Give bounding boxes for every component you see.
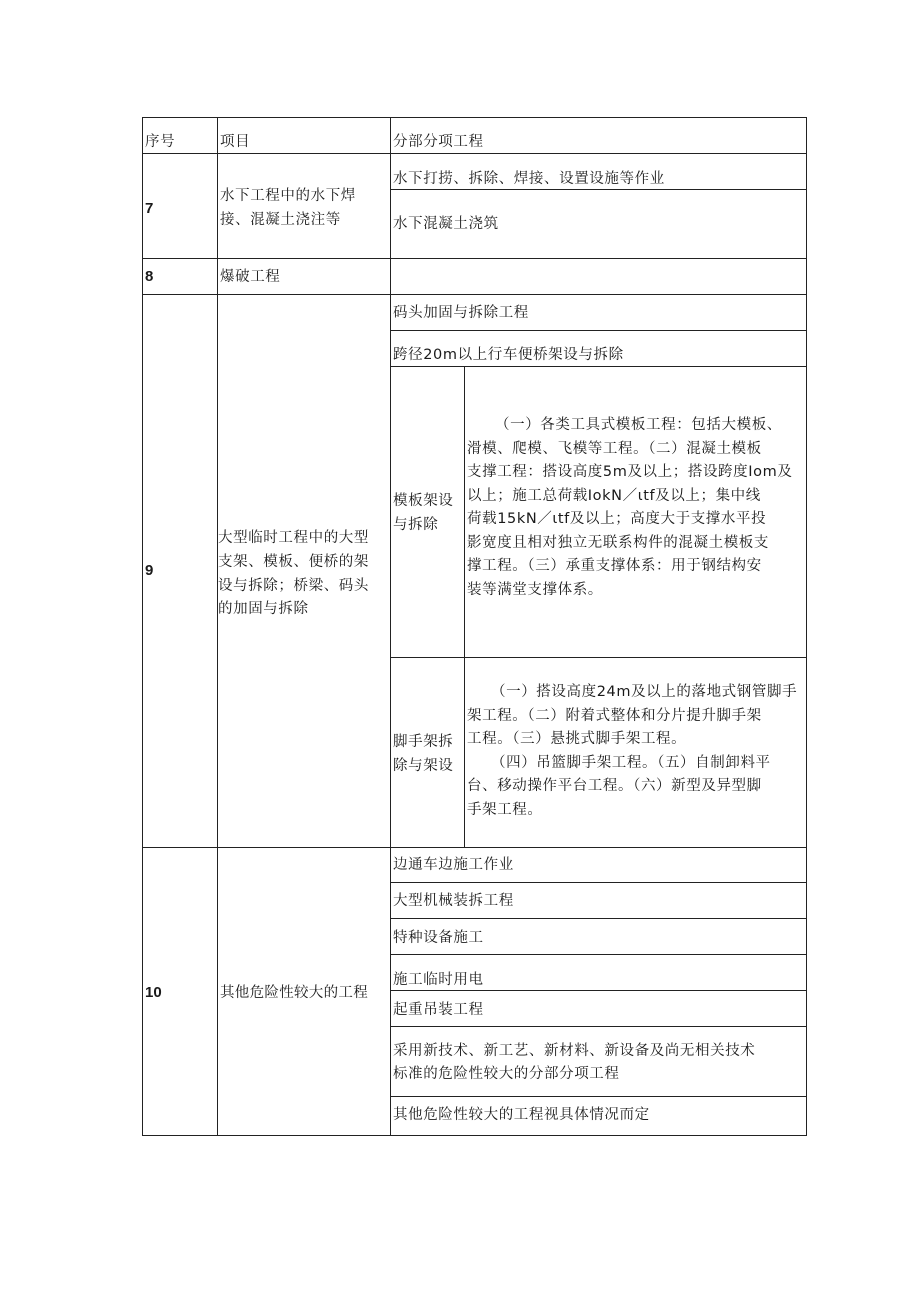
scaffold-label-line: 脚手架拆 xyxy=(393,734,454,750)
row-10-item: 其他危险性较大的工程 xyxy=(220,985,368,1001)
formwork-text-line: 影宽度且相对独立无联系构件的混凝土模板支 xyxy=(467,534,769,551)
row-10-sub: 特种设备施工 xyxy=(393,930,484,946)
header-sub: 分部分项工程 xyxy=(393,134,484,150)
formwork-text-line: 荷载15kN／ιtf及以上；高度大于支撑水平投 xyxy=(467,511,767,527)
row-7-item-line: 接、混凝土浇注等 xyxy=(220,212,341,228)
rule xyxy=(464,366,465,847)
row-7-number: 7 xyxy=(145,200,154,217)
row-10-sub: 施工临时用电 xyxy=(393,972,484,988)
formwork-text-line: （一）各类工具式模板工程：包括大模板、 xyxy=(495,417,782,433)
rule xyxy=(142,258,807,259)
rule xyxy=(390,882,807,883)
formwork-description xyxy=(467,414,792,602)
rule xyxy=(142,1135,807,1136)
scaffold-text-line: 手架工程。 xyxy=(467,801,543,818)
row-10-sub: 采用新技术、新工艺、新材料、新设备及尚无相关技术 xyxy=(393,1043,756,1059)
rule xyxy=(390,1026,807,1027)
scaffold-text-line: （一）搭设高度24m及以上的落地式钢管脚手 xyxy=(491,684,798,700)
header-seq: 序号 xyxy=(145,134,176,150)
rule xyxy=(217,117,218,1136)
rule xyxy=(390,1096,807,1097)
row-9-number: 9 xyxy=(145,562,154,579)
rule xyxy=(390,918,807,919)
header-item: 项目 xyxy=(220,134,251,150)
formwork-text-line: 装等满堂支撑体系。 xyxy=(467,581,603,598)
row-9-sub: 跨径20m以上行车便桥架设与拆除 xyxy=(393,347,624,363)
row-8-item: 爆破工程 xyxy=(220,269,281,285)
row-7-item-line: 水下工程中的水下焊 xyxy=(220,188,356,204)
scaffold-text-line: （四）吊篮脚手架工程。（五）自制卸料平 xyxy=(491,754,771,771)
row-9-sub: 码头加固与拆除工程 xyxy=(393,305,529,321)
rule xyxy=(390,117,391,1136)
row-9-item-line: 的加固与拆除 xyxy=(218,601,309,617)
row-10-sub: 起重吊装工程 xyxy=(393,1002,484,1018)
rule xyxy=(390,954,807,955)
row-7-sub: 水下打捞、拆除、焊接、设置设施等作业 xyxy=(393,171,665,187)
rule xyxy=(390,657,807,658)
formwork-label-line: 模板架设 xyxy=(393,493,454,509)
rule xyxy=(142,117,143,1136)
scaffold-label-line: 除与架设 xyxy=(393,758,454,774)
row-10-sub: 标准的危险性较大的分部分项工程 xyxy=(393,1066,620,1082)
scaffold-description xyxy=(467,681,797,822)
formwork-text-line: 以上；施工总荷载IokN／ιtf及以上；集中线 xyxy=(467,487,761,504)
rule xyxy=(142,117,807,118)
rule xyxy=(142,294,807,295)
formwork-label-line: 与拆除 xyxy=(393,517,439,533)
scaffold-text-line: 台、移动操作平台工程。（六）新型及异型脚 xyxy=(467,778,762,794)
row-7-sub: 水下混凝土浇筑 xyxy=(393,216,499,232)
rule xyxy=(390,330,807,331)
row-9-item-line: 大型临时工程中的大型 xyxy=(218,530,369,546)
formwork-text-line: 支撑工程：搭设高度5m及以上；搭设跨度Iom及 xyxy=(467,464,793,480)
formwork-text-line: 滑模、爬模、飞模等工程。（二）混凝土模板 xyxy=(467,440,762,457)
rule xyxy=(806,117,807,1136)
scaffold-text-line: 工程。（三）悬挑式脚手架工程。 xyxy=(467,731,687,747)
row-9-item-line: 设与拆除；桥梁、码头 xyxy=(218,578,369,594)
hazard-table xyxy=(142,117,807,1136)
scaffold-text-line: 架工程。（二）附着式整体和分片提升脚手架 xyxy=(467,707,762,724)
formwork-text-line: 撑工程。（三）承重支撑体系：用于钢结构安 xyxy=(467,558,762,574)
rule xyxy=(142,847,807,848)
row-10-sub: 其他危险性较大的工程视具体情况而定 xyxy=(393,1107,650,1123)
row-10-number: 10 xyxy=(145,984,162,1001)
row-10-sub: 边通车边施工作业 xyxy=(393,857,514,873)
row-8-number: 8 xyxy=(145,268,154,285)
row-9-item-line: 支架、模板、便桥的架 xyxy=(218,554,369,570)
row-10-sub: 大型机械装拆工程 xyxy=(393,893,514,909)
